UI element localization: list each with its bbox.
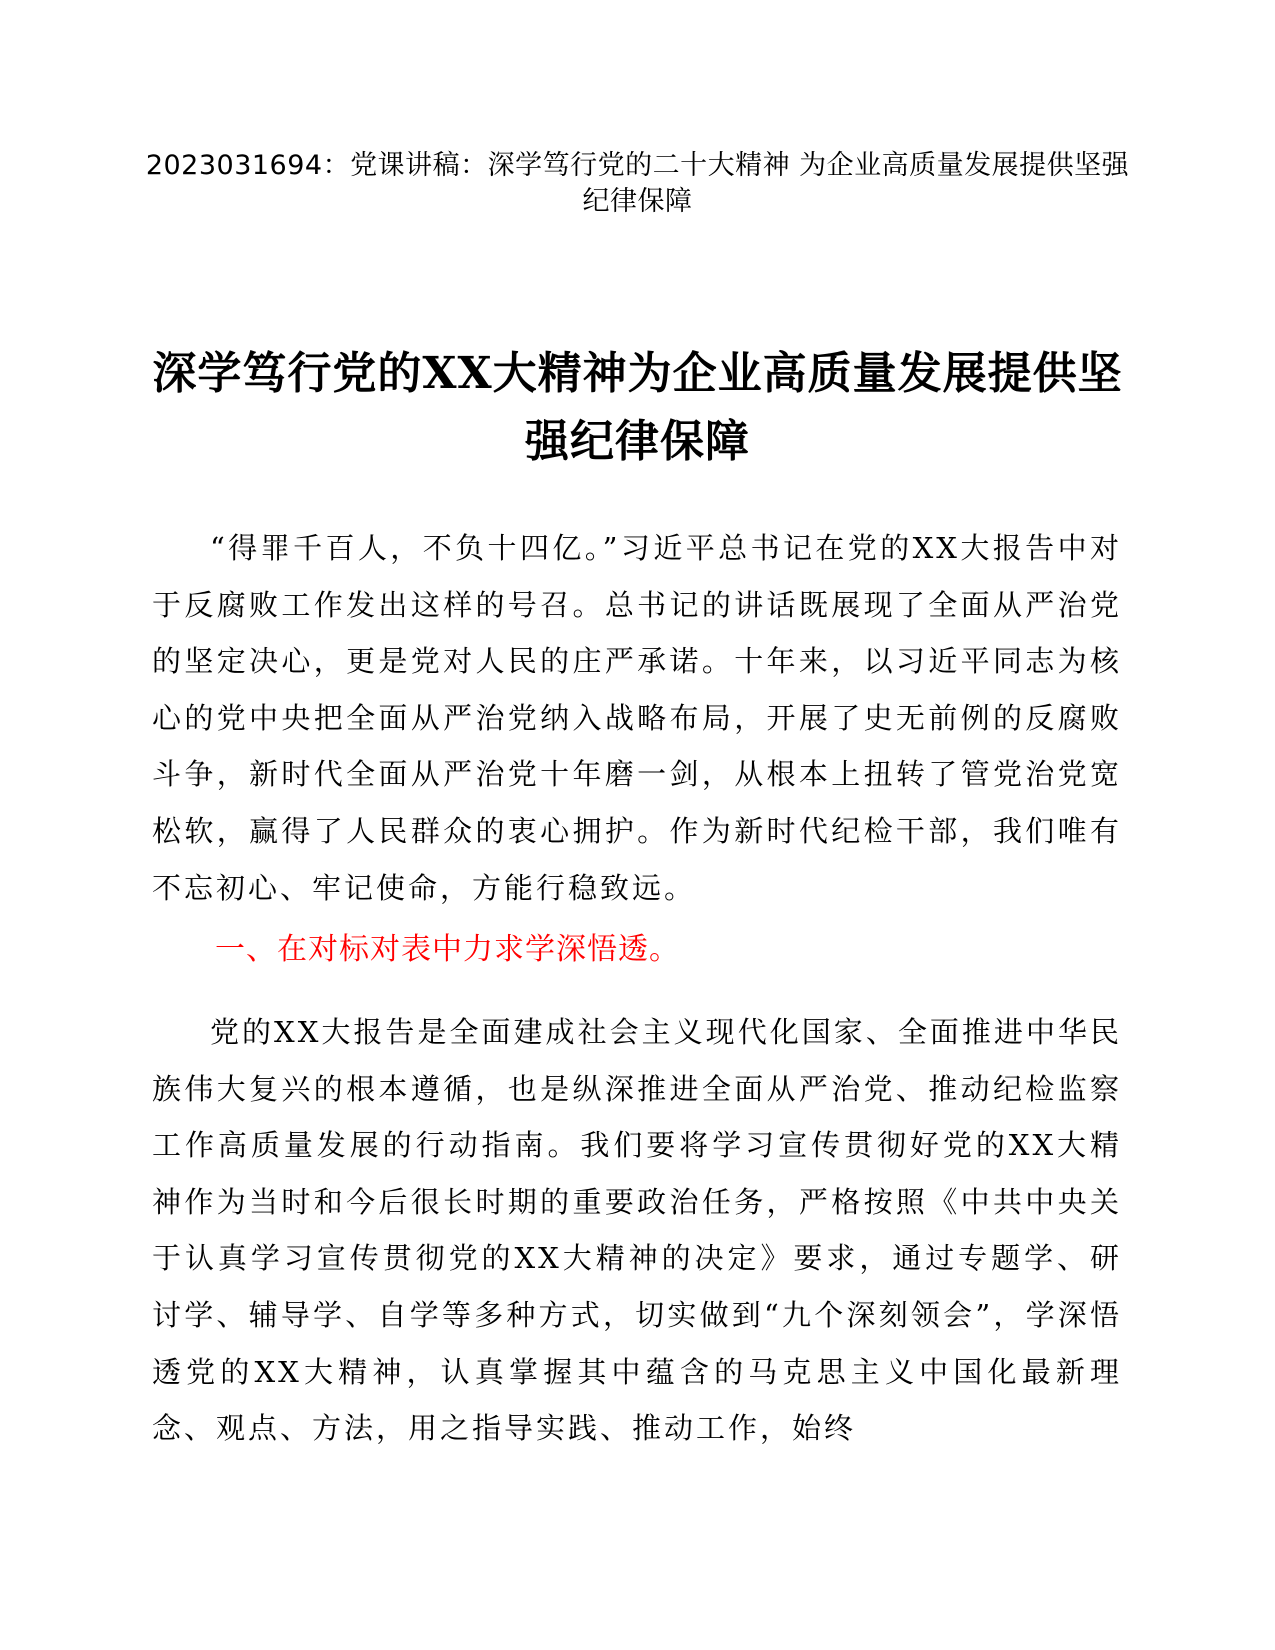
document-title: 深学笃行党的XX大精神为企业高质量发展提供坚强纪律保障 xyxy=(152,348,1123,467)
paragraph-section-1: 党的XX大报告是全面建成社会主义现代化国家、全面推进中华民族伟大复兴的根本遵循，也是纵深推进全面从严治党、推动纪检监察工作高质量发展的行动指南。我们要将学习宣传贯彻好党的XX大精神作为当时和今后很长时期的重要政治任务，严格按照《中共中央关于认真学习宣传贯彻党的XX大精神的决定》要求，通过专题学、研讨学、辅导学、自学等多种方式，切实做到“九个深刻领会”，学深悟透党的XX大精神，认真掌握其中蕴含的马克思主义中国化最新理念、观点、方法，用之指导实践、推动工作，始终 xyxy=(152,1015,1122,1446)
paragraph-intro: “得罪千百人，不负十四亿。”习近平总书记在党的XX大报告中对于反腐败工作发出这样的号召。总书记的讲话既展现了全面从严治党的坚定决心，更是党对人民的庄严承诺。十年来，以习近平同志为核心的党中央把全面从严治党纳入战略布局，开展了史无前例的反腐败斗争，新时代全面从严治党十年磨一剑，从根本上扭转了管党治党宽松软，赢得了人民群众的衷心拥护。作为新时代纪检干部，我们唯有不忘初心、牢记使命，方能行稳致远。 xyxy=(152,531,1122,905)
file-header-title: 2023031694：党课讲稿：深学笃行党的二十大精神 为企业高质量发展提供坚强纪律保障 xyxy=(145,150,1130,217)
section-heading-1: 一、在对标对表中力求学深悟透。 xyxy=(215,932,680,967)
